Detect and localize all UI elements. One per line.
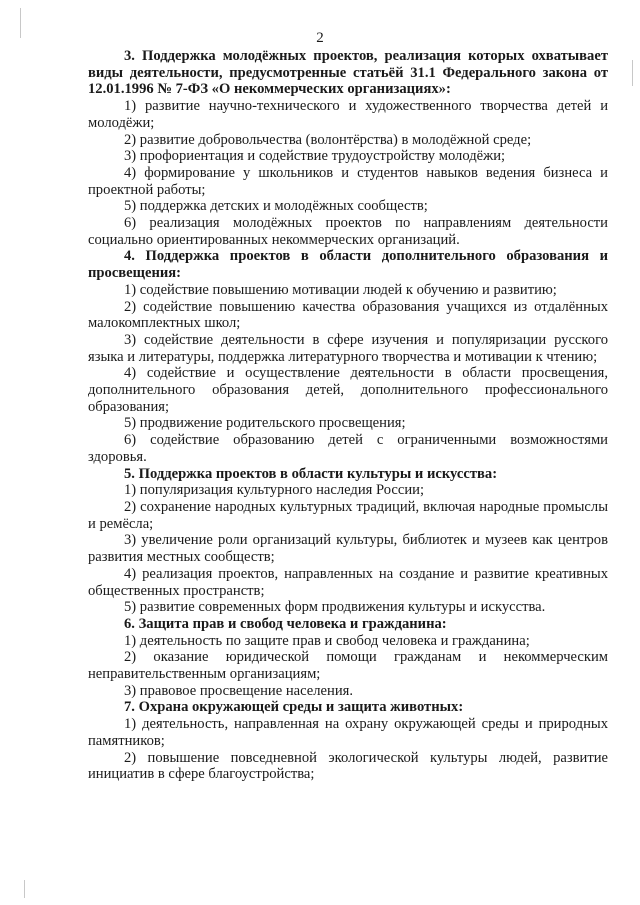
list-item: 1) популяризация культурного наследия России;	[124, 482, 425, 499]
list-item: 2) сохранение народных культурных традиций, включая народные промыслы и ремёсла;	[88, 498, 608, 532]
list-item: 4) формирование у школьников и студентов навыков ведения бизнеса и проектной работы;	[88, 164, 608, 198]
list-item: 3) увеличение роли организаций культуры, библиотек и музеев как центров развития местных сообществ;	[88, 532, 608, 566]
section-heading-5: 5. Поддержка проектов в области культуры и искусства:	[124, 465, 498, 482]
list-item: 3) профориентация и содействие трудоустройству молодёжи;	[124, 148, 506, 165]
page-number: 2	[316, 30, 324, 46]
scan-artifact-left-1	[20, 8, 21, 38]
list-item: 2) повышение повседневной экологической культуры людей, развитие инициатив в сфере благоустройства;	[88, 749, 608, 783]
list-item: 4) реализация проектов, направленных на создание и развитие креативных общественных пространств;	[88, 565, 608, 599]
list-item: 1) деятельность, направленная на охрану окружающей среды и природных памятников;	[88, 716, 608, 749]
scan-artifact-left-2	[24, 880, 25, 898]
section-heading-3: 3. Поддержка молодёжных проектов, реализация которых охватывает виды деятельности, предусмотренные статьёй 31.1 Федерального закона от 12.01.1996 № 7-ФЗ «О некоммерческих организациях»:	[88, 48, 608, 98]
list-item: 5) продвижение родительского просвещения;	[124, 415, 406, 432]
list-item: 6) содействие образованию детей с ограниченными возможностями здоровья.	[88, 432, 608, 465]
list-item: 2) содействие повышению качества образования учащихся из отдалённых малокомплектных школ;	[88, 298, 608, 332]
list-item: 2) оказание юридической помощи гражданам и некоммерческим неправительственным организациям;	[88, 649, 608, 683]
list-item: 2) развитие добровольчества (волонтёрства) в молодёжной среде;	[124, 131, 532, 148]
list-item: 5) развитие современных форм продвижения культуры и искусства.	[124, 599, 546, 616]
list-item: 3) правовое просвещение населения.	[124, 682, 354, 699]
list-item: 3) содействие деятельности в сфере изучения и популяризации русского языка и литературы, поддержка литературного творчества и мотивации к чтению;	[88, 331, 608, 365]
list-item: 1) развитие научно-технического и художественного творчества детей и молодёжи;	[88, 98, 608, 131]
section-heading-6: 6. Защита прав и свобод человека и гражданина:	[124, 615, 447, 632]
section-heading-4: 4. Поддержка проектов в области дополнительного образования и просвещения:	[88, 248, 608, 282]
list-item: 1) деятельность по защите прав и свобод человека и гражданина;	[124, 632, 530, 649]
list-item: 1) содействие повышению мотивации людей к обучению и развитию;	[124, 281, 557, 298]
list-item: 5) поддержка детских и молодёжных сообществ;	[124, 198, 428, 215]
list-item: 4) содействие и осуществление деятельности в области просвещения, дополнительного образования детей, дополнительного профессионального образования;	[88, 365, 608, 415]
list-item: 6) реализация молодёжных проектов по направлениям деятельности социально ориентированных некоммерческих организаций.	[88, 215, 608, 248]
section-heading-7: 7. Охрана окружающей среды и защита животных:	[124, 699, 464, 716]
scan-artifact-right	[632, 60, 633, 86]
document-body	[88, 48, 608, 783]
